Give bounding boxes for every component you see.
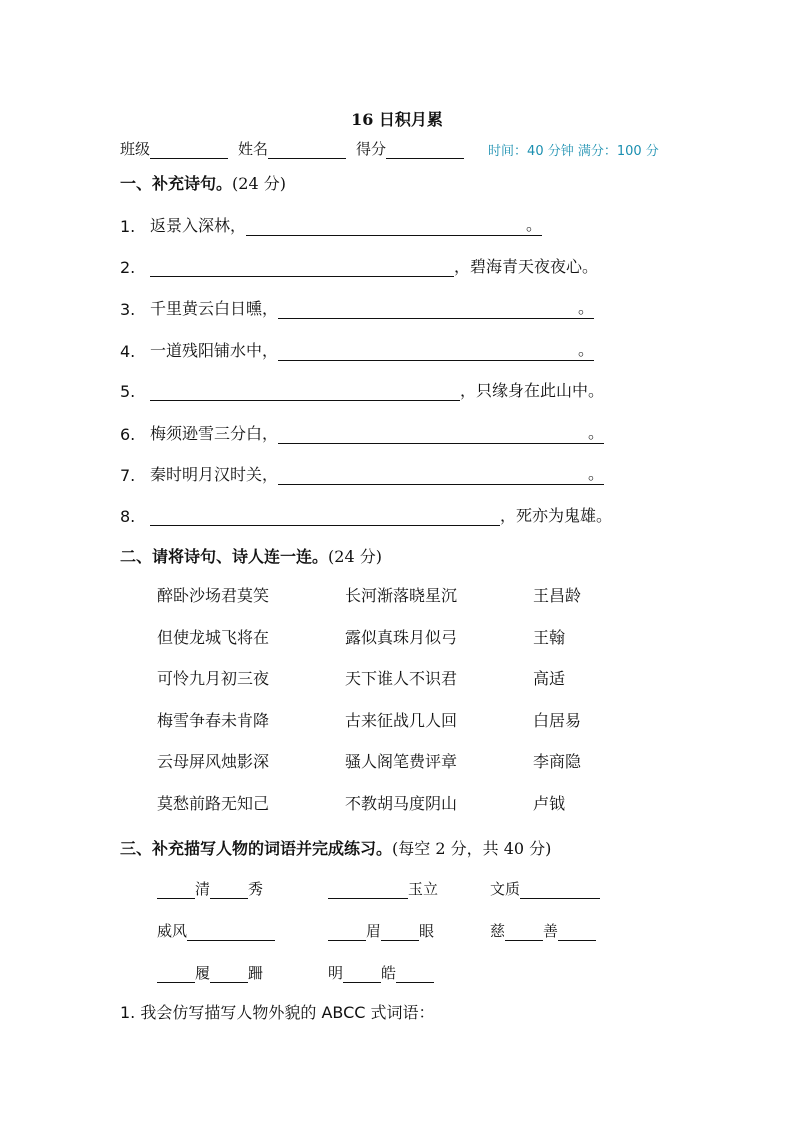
question-text-after: ，只缘身在此山中。 [460, 381, 605, 400]
verse-line-b[interactable]: 天下谁人不识君 [345, 669, 458, 689]
page-title: 16 日积月累 [351, 110, 443, 129]
poet-name[interactable]: 王翰 [533, 627, 566, 647]
word-char: 秀 [248, 880, 264, 898]
section1-title: 一、补充诗句。 [120, 174, 233, 193]
matching-row [157, 791, 633, 833]
matching-row [157, 708, 633, 750]
word-char: 眼 [419, 922, 435, 940]
poet-name[interactable]: 卢钺 [533, 793, 566, 813]
question-number: 6. [120, 425, 136, 444]
verse-line-b[interactable]: 长河渐落晓星沉 [345, 586, 458, 605]
word-item [490, 920, 596, 941]
question-number: 5. [120, 382, 136, 401]
word-char: 清 [195, 880, 211, 898]
word-blank[interactable] [560, 882, 600, 899]
word-item [490, 878, 600, 899]
word-blank[interactable] [157, 882, 195, 899]
verse-line-a[interactable]: 梅雪争春未肯降 [157, 710, 270, 730]
question-item [120, 254, 598, 277]
verse-line-a[interactable]: 莫愁前路无知己 [157, 793, 270, 813]
time-info: 时间：40 分钟 满分：100 分 [488, 144, 659, 159]
section2-heading [120, 544, 382, 567]
word-blank[interactable] [343, 966, 381, 983]
answer-blank[interactable] [246, 217, 526, 236]
question-item [120, 337, 594, 361]
word-char: 慈 [490, 922, 506, 940]
matching-row [157, 625, 633, 667]
word-char: 跚 [248, 964, 264, 982]
word-char: 威风 [157, 922, 188, 940]
word-item [157, 920, 275, 941]
word-blank[interactable] [396, 966, 434, 983]
question-text: 返景入深林， [150, 216, 247, 235]
question-text-after: ，碧海青天夜夜心。 [454, 257, 599, 276]
word-blank[interactable] [210, 882, 248, 899]
word-blank[interactable] [210, 966, 248, 983]
name-label: 姓名 [238, 140, 269, 158]
word-blank[interactable] [381, 924, 419, 941]
score-field[interactable] [386, 142, 464, 159]
section2-title: 二、请将诗句、诗人连一连。 [120, 547, 329, 566]
student-info-header [120, 138, 659, 159]
poet-name[interactable]: 高适 [533, 669, 566, 689]
question-number: 7. [120, 466, 136, 485]
question-number: 2. [120, 258, 136, 277]
word-char: 皓 [381, 964, 397, 982]
word-blank[interactable] [520, 882, 560, 899]
word-blank[interactable] [328, 924, 366, 941]
question-number: 1. [120, 217, 136, 236]
answer-blank[interactable] [278, 466, 588, 485]
word-blank[interactable] [368, 882, 408, 899]
answer-blank[interactable] [278, 342, 578, 361]
word-item [328, 878, 438, 899]
question-item [120, 461, 604, 485]
verse-line-b[interactable]: 古来征战几人回 [345, 710, 458, 730]
question-text-after: 。 [578, 295, 594, 319]
matching-grid [157, 583, 633, 833]
matching-row [157, 749, 633, 791]
section1-heading [120, 171, 286, 194]
question-number: 3. [120, 300, 136, 319]
poet-name[interactable]: 王昌龄 [533, 586, 582, 605]
section2-points: (24 分) [328, 547, 382, 566]
section3-points: (每空 2 分，共 40 分) [392, 839, 552, 858]
word-char: 文质 [490, 880, 521, 898]
word-char: 眉 [366, 922, 382, 940]
question-item [120, 420, 604, 444]
verse-line-b[interactable]: 露似真珠月似弓 [345, 627, 458, 647]
verse-line-a[interactable]: 可怜九月初三夜 [157, 669, 270, 689]
word-item [328, 962, 434, 983]
section3-heading [120, 836, 551, 859]
word-item [157, 878, 263, 899]
class-field[interactable] [150, 142, 228, 159]
word-blank[interactable] [328, 882, 368, 899]
question-item [120, 503, 612, 526]
question-text-after: 。 [588, 420, 604, 444]
class-label: 班级 [120, 140, 151, 158]
word-char: 履 [195, 964, 211, 982]
word-item [157, 962, 263, 983]
word-blank[interactable] [505, 924, 543, 941]
answer-blank[interactable] [150, 507, 500, 526]
verse-line-b[interactable]: 不教胡马度阴山 [345, 793, 458, 813]
sub-question-1: 1. 我会仿写描写人物外貌的 ABCC 式词语： [120, 1003, 435, 1022]
word-char: 玉立 [408, 880, 439, 898]
question-text-after: 。 [578, 337, 594, 361]
question-text: 梅须逊雪三分白， [150, 424, 279, 443]
question-text-after: 。 [588, 461, 604, 485]
question-text: 一道残阳铺水中， [150, 341, 279, 360]
question-number: 4. [120, 342, 136, 361]
question-text-after: ，死亦为鬼雄。 [500, 506, 613, 525]
question-item [120, 378, 604, 401]
question-item [120, 295, 594, 319]
question-item [120, 212, 542, 236]
word-char: 善 [543, 922, 559, 940]
answer-blank[interactable] [278, 425, 588, 444]
verse-line-b[interactable]: 骚人阁笔费评章 [345, 752, 458, 772]
question-text: 秦时明月汉时关， [150, 465, 279, 484]
name-field[interactable] [268, 142, 346, 159]
matching-row [157, 583, 633, 625]
verse-line-a[interactable]: 云母屏风烛影深 [157, 752, 270, 772]
word-blank[interactable] [157, 966, 195, 983]
poet-name[interactable]: 李商隐 [533, 752, 582, 772]
answer-blank[interactable] [278, 300, 578, 319]
poet-name[interactable]: 白居易 [533, 710, 582, 730]
section3-title: 三、补充描写人物的词语并完成练习。 [120, 839, 393, 858]
question-text: 千里黄云白日曛， [150, 299, 279, 318]
verse-line-a[interactable]: 醉卧沙场君莫笑 [157, 586, 270, 605]
section1-points: (24 分) [232, 174, 286, 193]
word-blank[interactable] [558, 924, 596, 941]
answer-blank[interactable] [150, 258, 454, 277]
verse-line-a[interactable]: 但使龙城飞将在 [157, 627, 270, 647]
question-text-after: 。 [526, 212, 542, 236]
matching-row [157, 666, 633, 708]
word-blank[interactable] [187, 924, 275, 941]
answer-blank[interactable] [150, 382, 460, 401]
question-number: 8. [120, 507, 136, 526]
score-label: 得分 [356, 140, 387, 158]
word-item [328, 920, 434, 941]
word-char: 明 [328, 964, 344, 982]
